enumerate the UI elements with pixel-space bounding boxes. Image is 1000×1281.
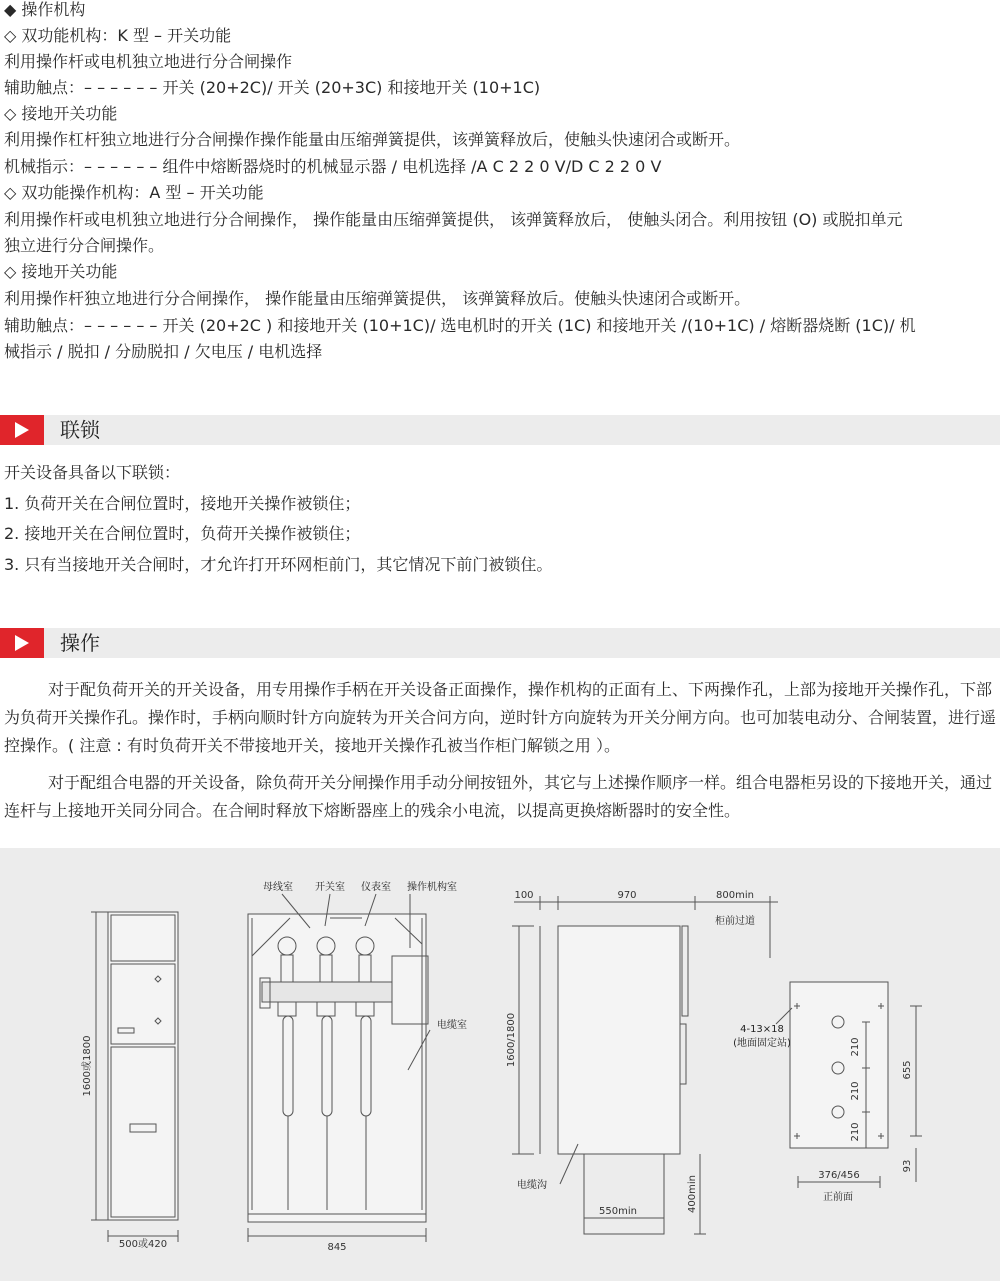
mechanism-line: 机械指示：– – – – – – 组件中熔断器烧时的机械显示器 / 电机选择 /A C 2 2 0 V/D C 2 2 0 V (4, 157, 662, 176)
side-label: 母线室 (263, 882, 293, 893)
front-height-label: 1600或1800 (82, 1035, 93, 1097)
cabinet-drawing (0, 848, 1000, 1281)
plan-dim: 800min (716, 890, 754, 901)
foundation-dim: 93 (902, 1159, 913, 1173)
diagram-panel (0, 848, 1000, 1281)
side-view (248, 880, 467, 1253)
play-icon (0, 415, 44, 445)
play-icon (0, 628, 44, 658)
mechanism-line: ◇ 双功能机构：K 型 – 开关功能 (4, 26, 232, 45)
mechanism-line: 利用操作杆或电机独立地进行分合闸操作 (4, 52, 293, 71)
operation-paragraph: 对于配组合电器的开关设备，除负荷开关分闸操作用手动分闸按钮外，其它与上述操作顺序一样。组合电器柜另设的下接地开关，通过连杆与上接地开关同分同合。在合闸时释放下熔断器座上的残余小电流，以提高更换熔断器时的安全性。 (4, 773, 993, 820)
interlock-line: 开关设备具备以下联锁： (4, 463, 181, 482)
mechanism-line: 辅助触点：– – – – – – 开关 (20+2C)/ 开关 (20+3C) 和接地开关 (10+1C) (4, 78, 541, 97)
foundation-dim: 376/456 (818, 1170, 860, 1181)
plan-label: 柜前过道 (715, 916, 755, 927)
foundation-dim: 210 (850, 1081, 861, 1101)
interlock-line: 2. 接地开关在合闸位置时，负荷开关操作被锁住； (4, 524, 361, 543)
mechanism-line: 利用操作杠杆独立地进行分合闸操作操作能量由压缩弹簧提供，该弹簧释放后，使触头快速闭合或断开。 (4, 130, 741, 149)
interlock-line: 1. 负荷开关在合闸位置时，接地开关操作被锁住； (4, 494, 361, 513)
plan-dim: 100 (514, 890, 534, 901)
operation-header (0, 628, 1000, 658)
mechanism-line: 辅助触点：– – – – – – 开关 (20+2C ) 和接地开关 (10+1C)/ 选电机时的开关 (1C) 和接地开关 /(10+1C) / 熔断器烧断 (1C)/ 机 (4, 316, 916, 335)
foundation-dim: 210 (850, 1122, 861, 1142)
plan-dim: 1600/1800 (506, 1012, 517, 1068)
side-label: 开关室 (315, 882, 345, 893)
side-width-label: 845 (327, 1242, 347, 1253)
side-label: 操作机构室 (407, 882, 457, 893)
mechanism-line: ◇ 接地开关功能 (4, 104, 118, 123)
foundation-dim: 210 (850, 1037, 861, 1057)
plan-dim: 970 (617, 890, 637, 901)
interlock-title: 联锁 (60, 418, 100, 442)
mechanism-line: ◇ 接地开关功能 (4, 262, 118, 281)
operation-title: 操作 (60, 631, 100, 655)
interlock-line: 3. 只有当接地开关合闸时，才允许打开环网柜前门，其它情况下前门被锁住。 (4, 555, 553, 574)
plan-label: 电缆沟 (517, 1180, 547, 1191)
foundation-label: 正前面 (823, 1192, 853, 1203)
interlock-header (0, 415, 1000, 445)
front-width-label: 500或420 (118, 1239, 168, 1250)
operation-paragraph: 对于配负荷开关的开关设备，用专用操作手柄在开关设备正面操作，操作机构的正面有上、下两操作孔，上部为接地开关操作孔，下部为负荷开关操作孔。操作时，手柄向顺时针方向旋转为开关合问方向，逆时针方向旋转为开关分闸方向。也可加装电动分、合闸装置，进行遥控操作。( 注意 : 有时负荷开关不带接地开关，接地开关操作孔被当作柜门解锁之用 ）。 (4, 680, 997, 755)
mechanism-line: 利用操作杆独立地进行分合闸操作， 操作能量由压缩弹簧提供， 该弹簧释放后。使触头快速闭合或断开。 (4, 289, 751, 308)
mechanism-line: 械指示 / 脱扣 / 分励脱扣 / 欠电压 / 电机选择 (4, 342, 323, 361)
side-label: 仪表室 (361, 882, 391, 893)
mechanism-line: ◆ 操作机构 (4, 0, 86, 19)
foundation-view (733, 982, 922, 1203)
front-view (80, 912, 178, 1250)
foundation-label: 4-13×18 (740, 1024, 784, 1035)
mechanism-line: 利用操作杆或电机独立地进行分合闸操作， 操作能量由压缩弹簧提供， 该弹簧释放后， 使触头闭合。利用按钮 (O) 或脱扣单元 (4, 210, 903, 229)
plan-dim: 550min (599, 1206, 637, 1217)
foundation-dim: 655 (902, 1060, 913, 1080)
side-label: 电缆室 (437, 1020, 467, 1031)
plan-dim: 400min (687, 1175, 698, 1213)
mechanism-line: ◇ 双功能操作机构：A 型 – 开关功能 (4, 183, 264, 202)
mechanism-line: 独立进行分合闸操作。 (4, 236, 165, 255)
foundation-label: (地面固定站) (733, 1038, 791, 1049)
plan-view (506, 890, 778, 1234)
